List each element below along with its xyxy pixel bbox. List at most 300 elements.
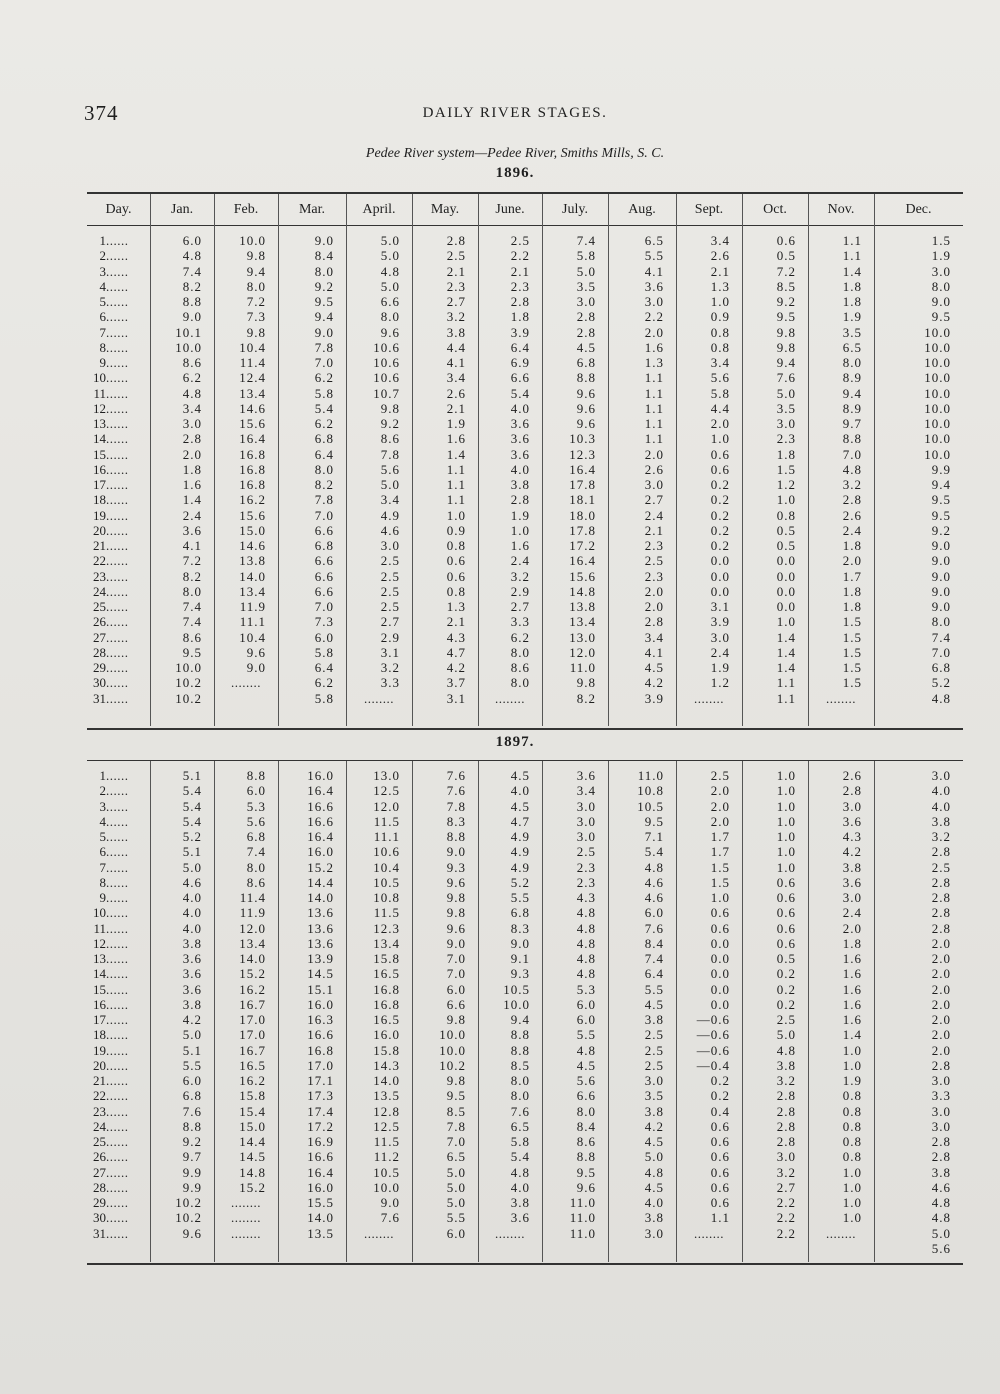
- stage-value: 10.8: [637, 783, 664, 799]
- stage-value: 1.7: [710, 844, 730, 860]
- stage-value: 0.2: [710, 522, 730, 538]
- stage-value: 6.0: [446, 1225, 466, 1241]
- stage-value: 9.5: [776, 309, 796, 325]
- stage-value: 2.4: [710, 644, 730, 660]
- stage-value: 4.8: [931, 1210, 951, 1226]
- stage-value: 10.0: [175, 660, 202, 675]
- stage-value: 0.0: [776, 568, 796, 584]
- stage-value: 9.1: [510, 951, 530, 966]
- stage-value: 1.6: [510, 538, 530, 553]
- stage-value: 11.9: [239, 905, 266, 921]
- stage-value: 6.0: [576, 996, 596, 1012]
- leader-dots: ......: [106, 1118, 129, 1134]
- stage-value: 1.4: [182, 492, 202, 508]
- stage-value: 16.3: [307, 1012, 334, 1027]
- stage-value: 17.1: [307, 1073, 334, 1088]
- stage-value: 7.6: [644, 920, 664, 936]
- stage-value: 4.3: [446, 629, 466, 645]
- running-head: DAILY RIVER STAGES.: [422, 105, 608, 121]
- stage-value: 2.0: [931, 935, 951, 951]
- stage-value: 2.8: [576, 309, 596, 325]
- stage-value: 3.2: [842, 477, 862, 492]
- stage-value: 5.1: [182, 768, 202, 783]
- day-number: 24: [93, 1118, 106, 1134]
- stage-value: 3.0: [842, 890, 862, 905]
- stage-value: 8.6: [182, 629, 202, 645]
- stage-value: 4.8: [182, 248, 202, 264]
- stage-value: 1.1: [644, 370, 664, 386]
- stage-value: 1.5: [776, 461, 796, 477]
- stage-value: 16.4: [307, 783, 334, 799]
- stage-value: 3.6: [510, 446, 530, 462]
- stage-value: 0.8: [710, 339, 730, 355]
- day-label: [90, 951, 148, 966]
- stage-value: 6.0: [446, 981, 466, 997]
- stage-value: 8.8: [510, 1042, 530, 1058]
- stage-value: 3.0: [644, 477, 664, 492]
- stage-value: 4.1: [644, 644, 664, 660]
- stage-value: 17.0: [239, 1012, 266, 1027]
- stage-value: 6.8: [314, 431, 334, 447]
- stage-value: 14.4: [239, 1134, 266, 1149]
- stage-value: 1.0: [776, 783, 796, 799]
- day-number: 10: [93, 370, 106, 386]
- stage-value: 5.4: [182, 783, 202, 799]
- stage-value: 14.5: [307, 966, 334, 982]
- stage-value: 2.5: [380, 553, 400, 569]
- stage-value: 2.8: [931, 844, 951, 860]
- stage-value: 1.0: [776, 859, 796, 875]
- stage-value: 10.0: [924, 370, 951, 386]
- stage-value: 7.6: [380, 1210, 400, 1226]
- leader-dots: ......: [106, 1027, 129, 1043]
- stage-value: 3.0: [576, 798, 596, 814]
- stage-value: 3.6: [182, 966, 202, 982]
- stage-value: 13.0: [373, 768, 400, 783]
- stage-value: 11.1: [373, 829, 400, 844]
- stage-value: 10.0: [439, 1042, 466, 1058]
- stage-value: 7.8: [314, 339, 334, 355]
- stage-value: 0.5: [776, 248, 796, 264]
- stage-value: 3.4: [446, 370, 466, 386]
- stage-value: 2.6: [644, 461, 664, 477]
- day-number: 31: [93, 690, 106, 706]
- stage-value: 17.0: [307, 1057, 334, 1073]
- stage-value: 2.0: [710, 798, 730, 814]
- stage-value: 9.8: [380, 400, 400, 416]
- stage-value: 1.4: [776, 629, 796, 645]
- stage-value: 7.4: [931, 629, 951, 645]
- stage-value: 1.6: [644, 339, 664, 355]
- stage-value: 10.0: [239, 233, 266, 248]
- stage-value: 4.6: [182, 874, 202, 890]
- leader-dots: ......: [106, 813, 129, 829]
- stage-value: 5.4: [182, 813, 202, 829]
- stage-value: 7.6: [182, 1103, 202, 1119]
- stage-value: 0.0: [710, 583, 730, 599]
- stage-value: 10.0: [439, 1027, 466, 1043]
- day-label: [90, 799, 148, 814]
- stage-value: 0.2: [710, 507, 730, 523]
- day-number: 31: [93, 1225, 106, 1241]
- stage-value: 5.4: [510, 1149, 530, 1165]
- stage-value: 2.5: [380, 599, 400, 614]
- stage-value: 8.6: [380, 431, 400, 447]
- stage-value: 2.4: [182, 507, 202, 523]
- stage-value: 12.5: [373, 1118, 400, 1134]
- month-header: Aug.: [628, 202, 656, 217]
- stage-value: 10.2: [175, 1195, 202, 1210]
- stage-value: 0.6: [776, 890, 796, 905]
- stage-value: 15.5: [307, 1195, 334, 1210]
- stage-value: 1.1: [644, 416, 664, 431]
- stage-value: 14.0: [307, 890, 334, 905]
- stage-value: 8.0: [246, 278, 266, 294]
- day-label: [90, 691, 148, 706]
- day-label: [90, 675, 148, 690]
- leader-dots: ......: [106, 355, 129, 370]
- day-number: 11: [93, 385, 106, 401]
- stage-value: 8.8: [246, 768, 266, 783]
- stage-value: 3.0: [931, 263, 951, 279]
- day-number: 15: [93, 446, 106, 462]
- stage-value: 9.0: [446, 935, 466, 951]
- stage-value: 13.4: [569, 614, 596, 630]
- day-label: [90, 1027, 148, 1042]
- stage-value: —0.6: [696, 1027, 730, 1043]
- stage-value: 9.8: [446, 890, 466, 905]
- stage-value: 2.0: [644, 446, 664, 462]
- stage-value: 2.3: [644, 568, 664, 584]
- stage-value: 11.1: [239, 614, 266, 630]
- stage-value: 3.8: [510, 1195, 530, 1210]
- leader-dots: ......: [106, 416, 129, 431]
- stage-value: 1.9: [710, 660, 730, 675]
- day-number: 24: [93, 583, 106, 599]
- stage-value: —0.6: [696, 1042, 730, 1058]
- stage-value: 9.6: [576, 400, 596, 416]
- stage-value: 9.9: [182, 1179, 202, 1195]
- stage-value: 2.0: [931, 951, 951, 966]
- stage-value: 1.1: [710, 1210, 730, 1226]
- stage-value: 3.5: [644, 1088, 664, 1104]
- stage-value: 8.4: [644, 935, 664, 951]
- header-bottom-rule: [87, 225, 963, 226]
- stage-value: 6.4: [644, 966, 664, 982]
- stage-value: 2.5: [510, 233, 530, 248]
- day-number: 14: [93, 966, 106, 982]
- stage-value: 2.2: [776, 1210, 796, 1226]
- stage-value: 2.4: [842, 522, 862, 538]
- stage-value: 2.2: [644, 309, 664, 325]
- stage-value: 16.5: [373, 966, 400, 982]
- stage-value: 2.8: [576, 324, 596, 340]
- stage-value: 1.1: [776, 690, 796, 706]
- stage-value: 0.2: [710, 538, 730, 553]
- stage-value: 0.2: [710, 1088, 730, 1104]
- month-header: Mar.: [298, 202, 326, 217]
- day-label: [90, 355, 148, 370]
- stage-value: 4.8: [576, 1042, 596, 1058]
- stage-value: 6.5: [644, 233, 664, 248]
- stage-value: 2.3: [776, 431, 796, 447]
- stage-value: 1.1: [446, 477, 466, 492]
- stage-value: 0.5: [776, 522, 796, 538]
- stage-value: 9.8: [446, 1012, 466, 1027]
- month-header: April.: [362, 202, 396, 217]
- stage-value: 10.0: [924, 385, 951, 401]
- stage-value: 7.0: [446, 966, 466, 982]
- stage-value: 9.6: [446, 920, 466, 936]
- stage-value: 6.6: [510, 370, 530, 386]
- stage-value: 2.4: [842, 905, 862, 921]
- stage-value: 6.2: [314, 370, 334, 386]
- stage-value: 4.2: [644, 1118, 664, 1134]
- day-label: [90, 1043, 148, 1058]
- stage-value: 5.8: [576, 248, 596, 264]
- stage-value: 0.6: [710, 1195, 730, 1210]
- stage-value: 15.0: [239, 522, 266, 538]
- stage-value: 9.5: [931, 492, 951, 508]
- day-number: 20: [93, 1057, 106, 1073]
- stage-value: 8.8: [576, 1149, 596, 1165]
- stage-value: 3.8: [842, 859, 862, 875]
- stage-value: 7.2: [182, 553, 202, 569]
- stage-value: 2.0: [710, 416, 730, 431]
- stage-value: 0.6: [446, 568, 466, 584]
- stage-value: 1.0: [776, 614, 796, 630]
- table-1897-top-rule: [87, 760, 963, 761]
- stage-value: 0.0: [710, 981, 730, 997]
- stage-value: 5.5: [446, 1210, 466, 1226]
- stage-value: 15.6: [569, 568, 596, 584]
- stage-value: 2.0: [931, 1027, 951, 1043]
- day-number: 21: [93, 538, 106, 553]
- month-header: Nov.: [827, 202, 855, 217]
- day-number: 7: [99, 324, 106, 340]
- stage-value: 4.8: [644, 859, 664, 875]
- stage-value: 9.6: [576, 416, 596, 431]
- stage-value: 13.4: [239, 385, 266, 401]
- stage-value: 1.0: [842, 1210, 862, 1226]
- stage-value: 2.6: [446, 385, 466, 401]
- stage-value: 9.2: [931, 522, 951, 538]
- stage-value: 7.0: [446, 951, 466, 966]
- stage-value: 2.5: [644, 1027, 664, 1043]
- stage-value: 0.0: [710, 996, 730, 1012]
- stage-value: 6.6: [314, 553, 334, 569]
- stage-value: —0.4: [696, 1057, 730, 1073]
- stage-value: 1.1: [446, 461, 466, 477]
- stage-value: 16.2: [239, 492, 266, 508]
- stage-value: 0.6: [710, 461, 730, 477]
- stage-value: 3.0: [931, 1118, 951, 1134]
- stage-value: 2.8: [776, 1134, 796, 1149]
- stage-value: 2.4: [644, 507, 664, 523]
- stage-value: 7.0: [314, 599, 334, 614]
- day-number: 10: [93, 905, 106, 921]
- stage-value: 10.0: [924, 339, 951, 355]
- stage-value: 0.2: [710, 492, 730, 508]
- stage-value: 0.6: [710, 1134, 730, 1149]
- stage-value: 1.0: [842, 1042, 862, 1058]
- stage-value: 16.6: [307, 1149, 334, 1165]
- empty-cell-dots: ........: [231, 1225, 261, 1241]
- leader-dots: ......: [106, 324, 129, 340]
- stage-value: 16.7: [239, 1042, 266, 1058]
- leader-dots: ......: [106, 1210, 129, 1226]
- day-label: [90, 584, 148, 599]
- leader-dots: ......: [106, 660, 129, 675]
- stage-value: 4.5: [576, 339, 596, 355]
- stage-value: 2.0: [931, 966, 951, 982]
- leader-dots: ......: [106, 339, 129, 355]
- stage-value: 2.8: [644, 614, 664, 630]
- month-header: Oct.: [763, 202, 787, 217]
- stage-value: 8.5: [776, 278, 796, 294]
- stage-value: 2.5: [931, 859, 951, 875]
- stage-value: 5.5: [644, 248, 664, 264]
- stage-value: 4.5: [644, 1179, 664, 1195]
- stage-value: 2.0: [182, 446, 202, 462]
- stage-value: 12.3: [373, 920, 400, 936]
- day-number: 19: [93, 507, 106, 523]
- stage-value: 2.2: [776, 1195, 796, 1210]
- stage-value: 15.6: [239, 507, 266, 523]
- day-number: 8: [99, 874, 106, 890]
- leader-dots: ......: [106, 492, 129, 508]
- stage-value: 15.6: [239, 416, 266, 431]
- stage-value: 5.5: [182, 1057, 202, 1073]
- stage-value: 7.0: [314, 507, 334, 523]
- stage-value: 2.8: [510, 294, 530, 309]
- day-number: 1: [99, 233, 106, 248]
- stage-value: 1.0: [776, 798, 796, 814]
- stage-value: 7.8: [446, 1118, 466, 1134]
- stage-value: 9.8: [246, 248, 266, 264]
- stage-value: 14.8: [569, 583, 596, 599]
- stage-value: 8.0: [510, 1088, 530, 1104]
- stage-value: 16.2: [239, 1073, 266, 1088]
- stage-value: 8.3: [510, 920, 530, 936]
- stage-value: 2.1: [510, 263, 530, 279]
- stage-value: 17.3: [307, 1088, 334, 1104]
- stage-value: 7.4: [644, 951, 664, 966]
- stage-value: 3.6: [182, 951, 202, 966]
- stage-value: 13.8: [569, 599, 596, 614]
- stage-value: 2.8: [931, 1149, 951, 1165]
- stage-value: 3.0: [644, 1225, 664, 1241]
- stage-value: 4.4: [446, 339, 466, 355]
- stage-value: 7.0: [446, 1134, 466, 1149]
- stage-value: 5.6: [931, 1240, 951, 1256]
- month-header: Jan.: [170, 202, 194, 217]
- day-label: [90, 905, 148, 920]
- stage-value: 10.0: [503, 996, 530, 1012]
- stage-value: 2.8: [510, 492, 530, 508]
- stage-value: 6.0: [644, 905, 664, 921]
- stage-value: 5.3: [576, 981, 596, 997]
- stage-value: 6.8: [182, 1088, 202, 1104]
- stage-value: 14.3: [373, 1057, 400, 1073]
- stage-value: 10.2: [175, 675, 202, 691]
- stage-value: 0.0: [776, 553, 796, 569]
- stage-value: 17.4: [307, 1103, 334, 1119]
- stage-value: 5.0: [644, 1149, 664, 1165]
- stage-value: 3.3: [380, 675, 400, 691]
- stage-value: 2.2: [510, 248, 530, 264]
- stage-value: 8.4: [576, 1118, 596, 1134]
- stage-value: 4.8: [576, 966, 596, 982]
- stage-value: 13.0: [569, 629, 596, 645]
- stage-value: 4.5: [644, 1134, 664, 1149]
- stage-value: 10.4: [239, 339, 266, 355]
- stage-value: 3.0: [576, 829, 596, 844]
- stage-value: 3.1: [380, 644, 400, 660]
- stage-value: 4.8: [576, 905, 596, 921]
- stage-value: 9.4: [776, 355, 796, 370]
- stage-value: 7.2: [776, 263, 796, 279]
- leader-dots: ......: [106, 614, 129, 630]
- stage-value: 0.6: [776, 920, 796, 936]
- stage-value: 2.8: [776, 1118, 796, 1134]
- leader-dots: ......: [106, 233, 129, 248]
- stage-value: 1.5: [842, 660, 862, 675]
- stage-value: 4.9: [510, 859, 530, 875]
- stage-value: 1.5: [842, 675, 862, 691]
- stage-value: 6.8: [576, 355, 596, 370]
- day-number: 8: [99, 339, 106, 355]
- stage-value: 3.6: [576, 768, 596, 783]
- stage-value: 1.9: [842, 309, 862, 325]
- leader-dots: ......: [106, 768, 129, 783]
- stage-value: 13.4: [239, 583, 266, 599]
- stage-value: 4.0: [931, 783, 951, 799]
- stage-value: 17.2: [307, 1118, 334, 1134]
- stage-value: 4.1: [446, 355, 466, 370]
- stage-value: 4.8: [576, 935, 596, 951]
- stage-value: 4.5: [576, 1057, 596, 1073]
- stage-value: 16.8: [239, 477, 266, 492]
- stage-value: 3.4: [576, 783, 596, 799]
- stage-value: 9.5: [931, 507, 951, 523]
- stage-value: 1.0: [710, 294, 730, 309]
- day-label: [90, 447, 148, 462]
- leader-dots: ......: [106, 629, 129, 645]
- stage-value: 2.5: [446, 248, 466, 264]
- stage-value: 7.0: [842, 446, 862, 462]
- day-label: [90, 844, 148, 859]
- month-header: Dec.: [905, 202, 932, 217]
- stage-value: 2.0: [710, 783, 730, 799]
- stage-value: 16.8: [239, 461, 266, 477]
- stage-value: 12.0: [239, 920, 266, 936]
- stage-value: 7.6: [776, 370, 796, 386]
- stage-value: 9.5: [576, 1164, 596, 1180]
- day-label: [90, 508, 148, 523]
- leader-dots: ......: [106, 1057, 129, 1073]
- day-label: [90, 370, 148, 385]
- day-column-header: Day.: [105, 202, 132, 217]
- stage-value: 3.8: [644, 1012, 664, 1027]
- day-number: 18: [93, 1027, 106, 1043]
- stage-value: 2.6: [842, 768, 862, 783]
- stage-value: 10.4: [239, 629, 266, 645]
- stage-value: 1.0: [776, 768, 796, 783]
- stage-value: 13.4: [373, 935, 400, 951]
- day-label: [90, 660, 148, 675]
- stage-value: 11.5: [373, 1134, 400, 1149]
